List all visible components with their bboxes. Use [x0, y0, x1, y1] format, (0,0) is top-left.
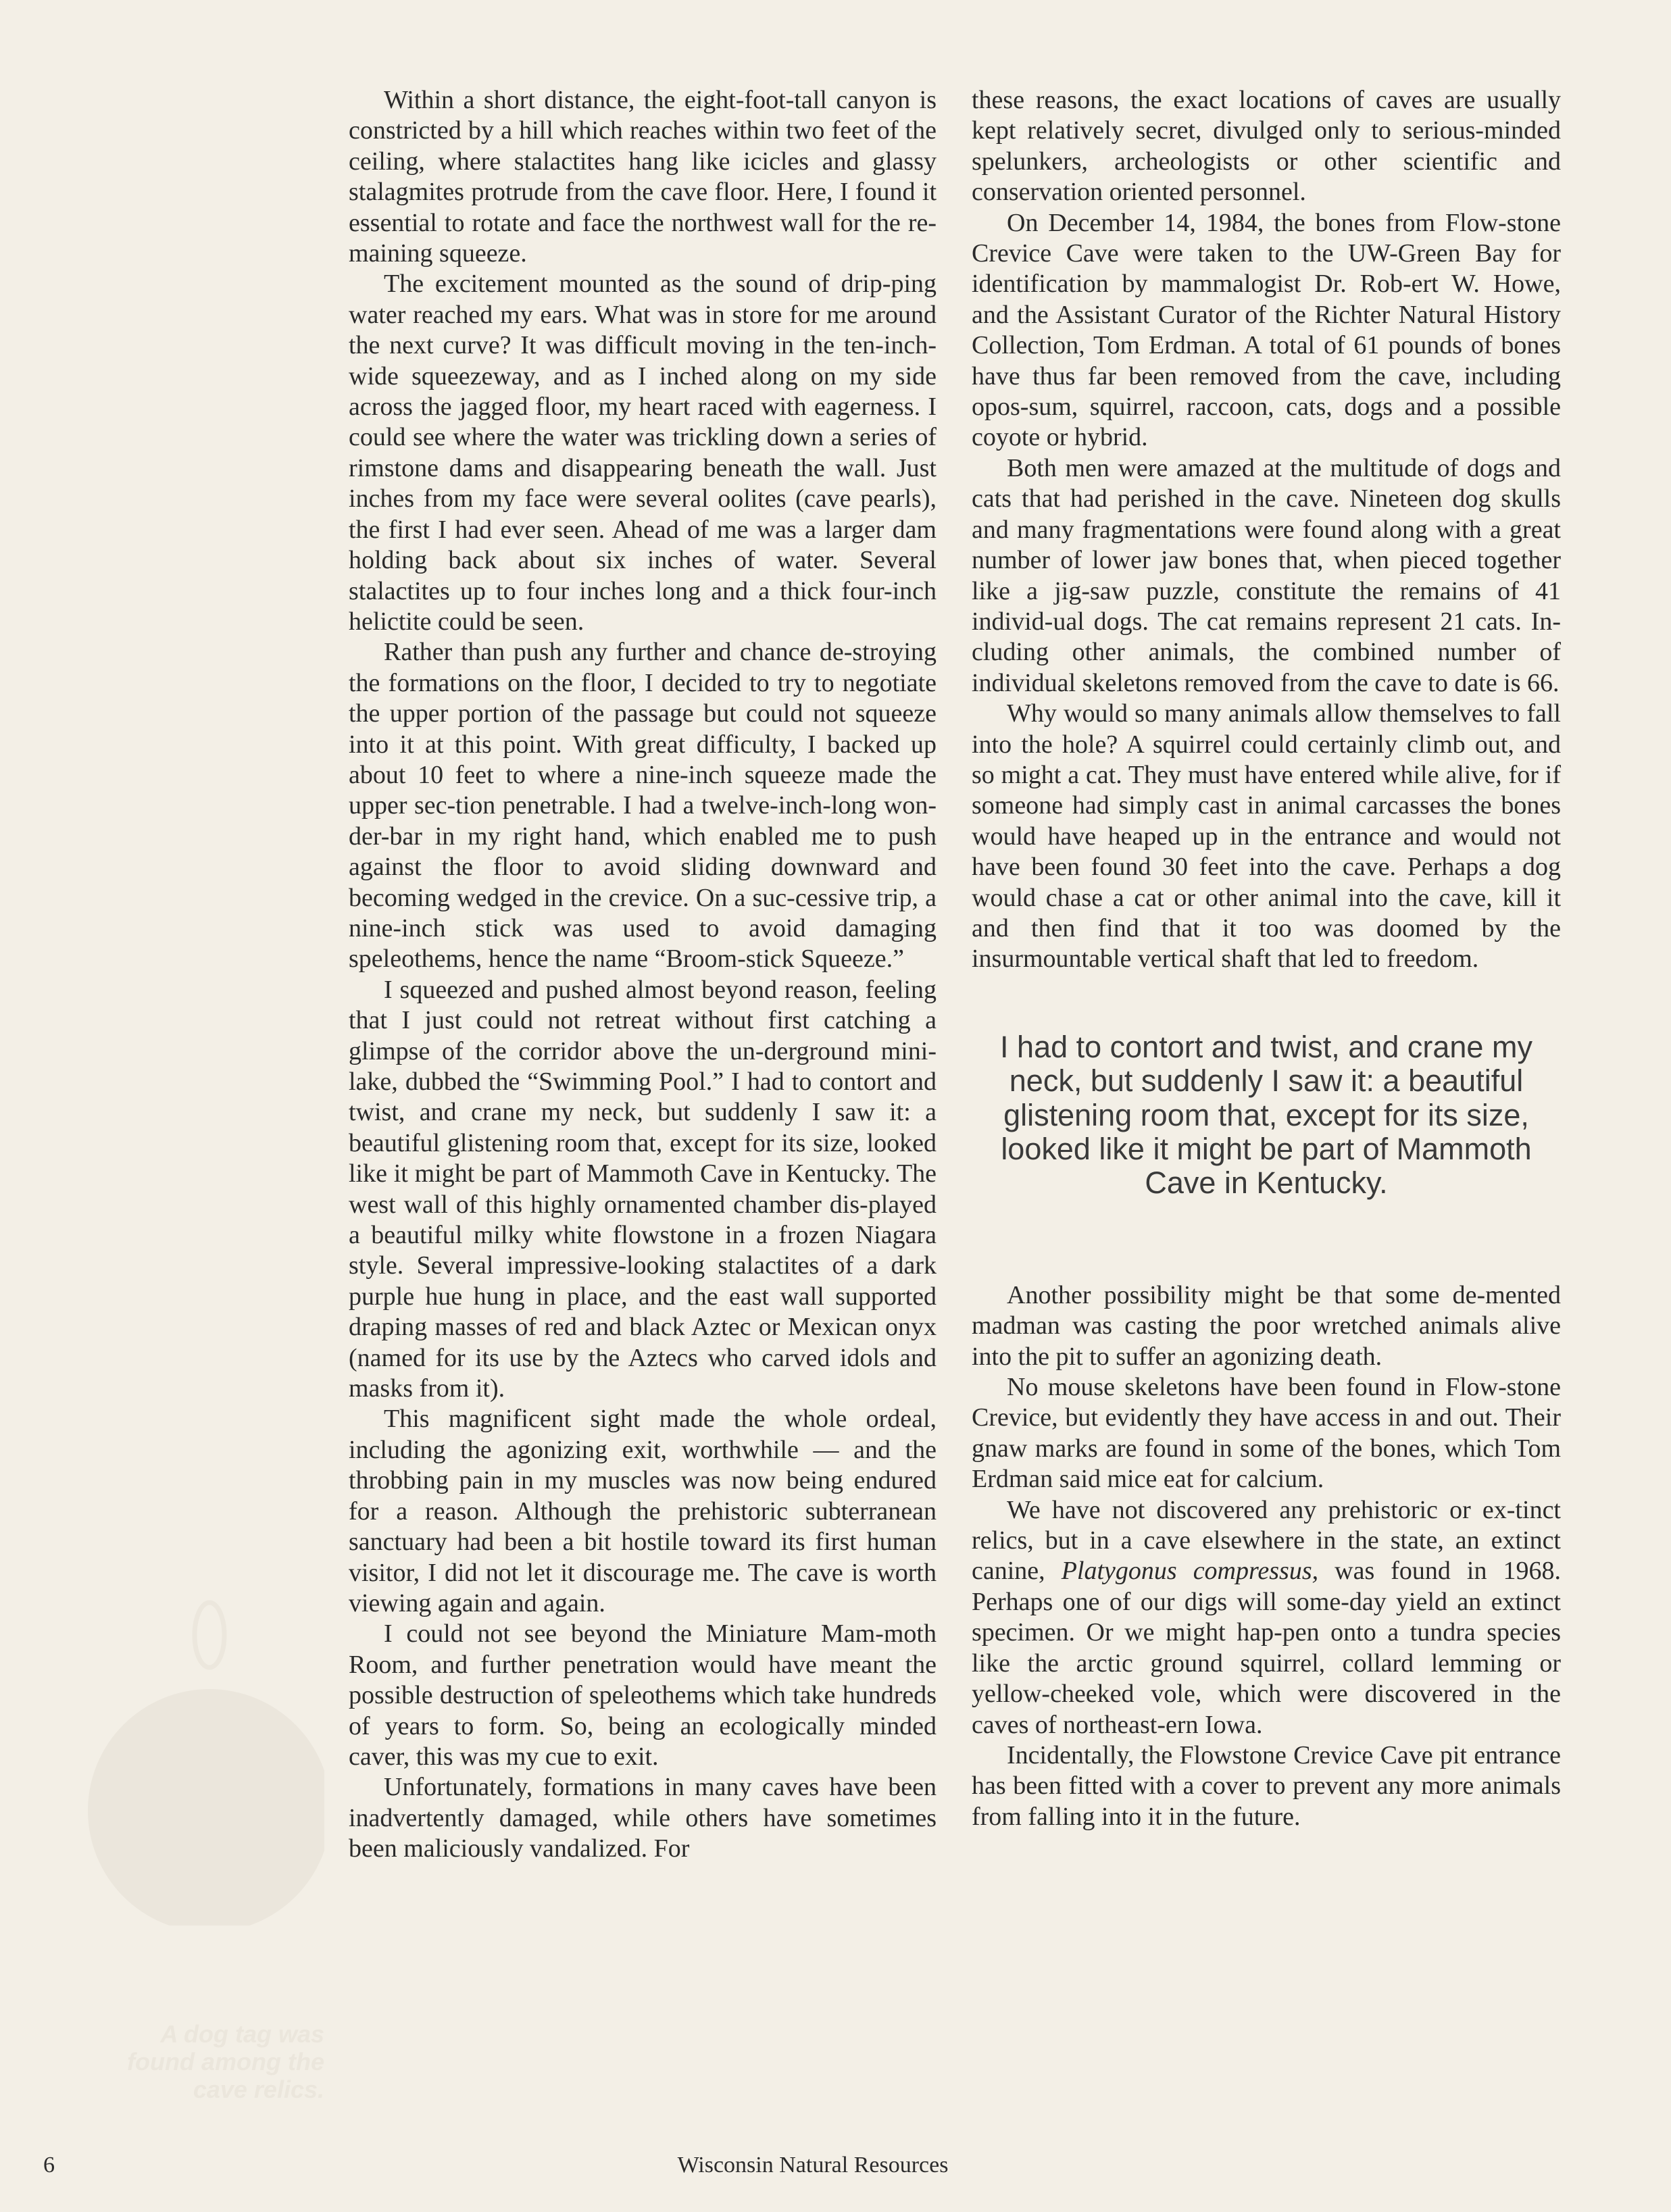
left-paragraph-5: This magnificent sight made the whole ordeal, including the agonizing exit, worthwhile — and the throbbing pain in my muscles was now being endured for a reason. Although the prehistoric subterranean sanctuary had been a bit hostile toward its first human visitor, I did not let it discourage me. The cave is worth viewing again and again.	[349, 1405, 937, 1617]
left-paragraph-6: I could not see beyond the Miniature Mam-moth Room, and further penetration would have meant the possible destruction of speleothems which take hundreds of years to form. So, being an ecologically minded caver, this was my cue to exit.	[349, 1619, 937, 1771]
left-column	[349, 85, 937, 1865]
right-paragraph-6: No mouse skeletons have been found in Flow-stone Crevice, but evidently they have access in and out. Their gnaw marks are found in some of the bones, which Tom Erdman said mice eat for calcium.	[972, 1373, 1561, 1494]
left-paragraph-2: The excitement mounted as the sound of drip-ping water reached my ears. What was in store for me around the next curve? It was difficult moving in the ten-inch-wide squeezeway, and as I inched along on my side across the jagged floor, my heart raced with eagerness. I could see where the water was trickling down a series of rimstone dams and disappearing beneath the wall. Just inches from my face were several oolites (cave pearls), the first I had ever seen. Ahead of me was a larger dam holding back about six inches of water. Several stalactites up to four inches long and a thick four-inch helictite could be seen.	[349, 270, 937, 636]
page-number: 6	[43, 2153, 55, 2178]
right-paragraph-1: these reasons, the exact locations of caves are usually kept relatively secret, divulged only to serious-minded spelunkers, archeologists or other scientific and conservation oriented personnel.	[972, 86, 1561, 207]
dog-tag-disc	[88, 1689, 324, 1926]
left-paragraph-4: I squeezed and pushed almost beyond reason, feeling that I just could not retreat without first catching a glimpse of the corridor above the un-derground mini-lake, dubbed the “Swimming Pool.” I had to contort and twist, and crane my neck, but suddenly I saw it: a beautiful glistening room that, except for its size, looked like it might be part of Mammoth Cave in Kentucky. The west wall of this highly ornamented chamber dis-played a beautiful milky white flowstone in a frozen Niagara style. Several impressive-looking stalactites of a dark purple hue hung in place, and the east wall supported draping masses of red and black Aztec or Mexican onyx (named for its use by the Aztecs who carved idols and masks from it).	[349, 975, 937, 1403]
relics-text-after: was found in 1968. Perhaps one of our digs will some-day yield an extinct specimen. Or we might hap-pen onto a tundra species like the arctic ground squirrel, collard lemming or yellow-cheeked vole, which were discovered in the caves of northeast-ern Iowa.	[972, 1557, 1562, 1739]
right-paragraph-relics	[972, 1495, 1561, 1740]
right-paragraph-4: Why would so many animals allow themselves to fall into the hole? A squirrel could certainly climb out, and so might a cat. They must have entered while alive, for if someone had simply cast in animal carcasses the bones would have heaped up in the entrance and would not have been found 30 feet into the cave. Perhaps a dog would chase a cat or other animal into the cave, kill it and then find that it too was doomed by the insurmountable vertical shaft that led to freedom.	[972, 699, 1561, 974]
dog-tag-loop	[195, 1603, 224, 1667]
right-paragraph-2: On December 14, 1984, the bones from Flow-stone Crevice Cave were taken to the UW-Green Bay for identification by mammalogist Dr. Rob-ert W. Howe, and the Assistant Curator of the Richter Natural History Collection, Tom Erdman. A total of 61 pounds of bones have thus far been removed from the cave, including opos-sum, squirrel, raccoon, cats, dogs and a possible coyote or hybrid.	[972, 208, 1561, 452]
relics-text-before: We have not discovered any prehistoric or ex-tinct relics, but in a cave elsewhere in the state, an extinct canine,	[972, 1495, 1561, 1586]
right-paragraph-closing: Incidentally, the Flowstone Crevice Cave pit entrance has been fitted with a cover to prevent any more animals from falling into it in the future.	[972, 1740, 1561, 1831]
right-paragraph-5: Another possibility might be that some de-mented madman was casting the poor wretched animals alive into the pit to suffer an agonizing death.	[972, 1280, 1561, 1371]
left-paragraph-3: Rather than push any further and chance de-stroying the formations on the floor, I decided to try to negotiate the upper portion of the passage but could not squeeze into it at this point. With great difficulty, I backed up about 10 feet to where a nine-inch squeeze made the upper sec-tion penetrable. I had a twelve-inch-long won-der-bar in my right hand, which enabled me to push against the floor to avoid sliding downward and becoming wedged in the crevice. On a suc-cessive trip, a nine-inch stick was used to avoid damaging speleothems, hence the name “Broom-stick Squeeze.”	[349, 638, 937, 974]
species-name: Platygonus compressus,	[1061, 1557, 1319, 1586]
pull-quote: I had to contort and twist, and crane my neck, but suddenly I saw it: a beautiful glistening room that, except for its size, looked like it might be part of Mammoth Cave in Kentucky.	[1000, 1029, 1532, 1201]
left-paragraph-1: Within a short distance, the eight-foot-tall canyon is constricted by a hill which reaches within two feet of the ceiling, where stalactites hang like icicles and glassy stalagmites protrude from the cave floor. Here, I found it essential to rotate and face the northwest wall for the re-maining squeeze.	[349, 86, 937, 268]
right-column	[972, 85, 1561, 1832]
right-paragraph-3: Both men were amazed at the multitude of dogs and cats that had perished in the cave. Nineteen dog skulls and many fragmentations were found along with a great number of lower jaw bones that, when pieced together like a jig-saw puzzle, constitute the remains of 41 individ-ual dogs. The cat remains represent 21 cats. In-cluding other animals, the combined number of individual skeletons removed from the cave to date is 66.	[972, 453, 1561, 697]
left-paragraph-7: Unfortunately, formations in many caves have been inadvertently damaged, while others have sometimes been maliciously vandalized. For	[349, 1773, 937, 1863]
photo-caption: A dog tag was found among the cave relics.	[127, 2020, 324, 2103]
dog-tag-ornament	[68, 1588, 324, 1926]
publication-title: Wisconsin Natural Resources	[677, 2153, 949, 2178]
